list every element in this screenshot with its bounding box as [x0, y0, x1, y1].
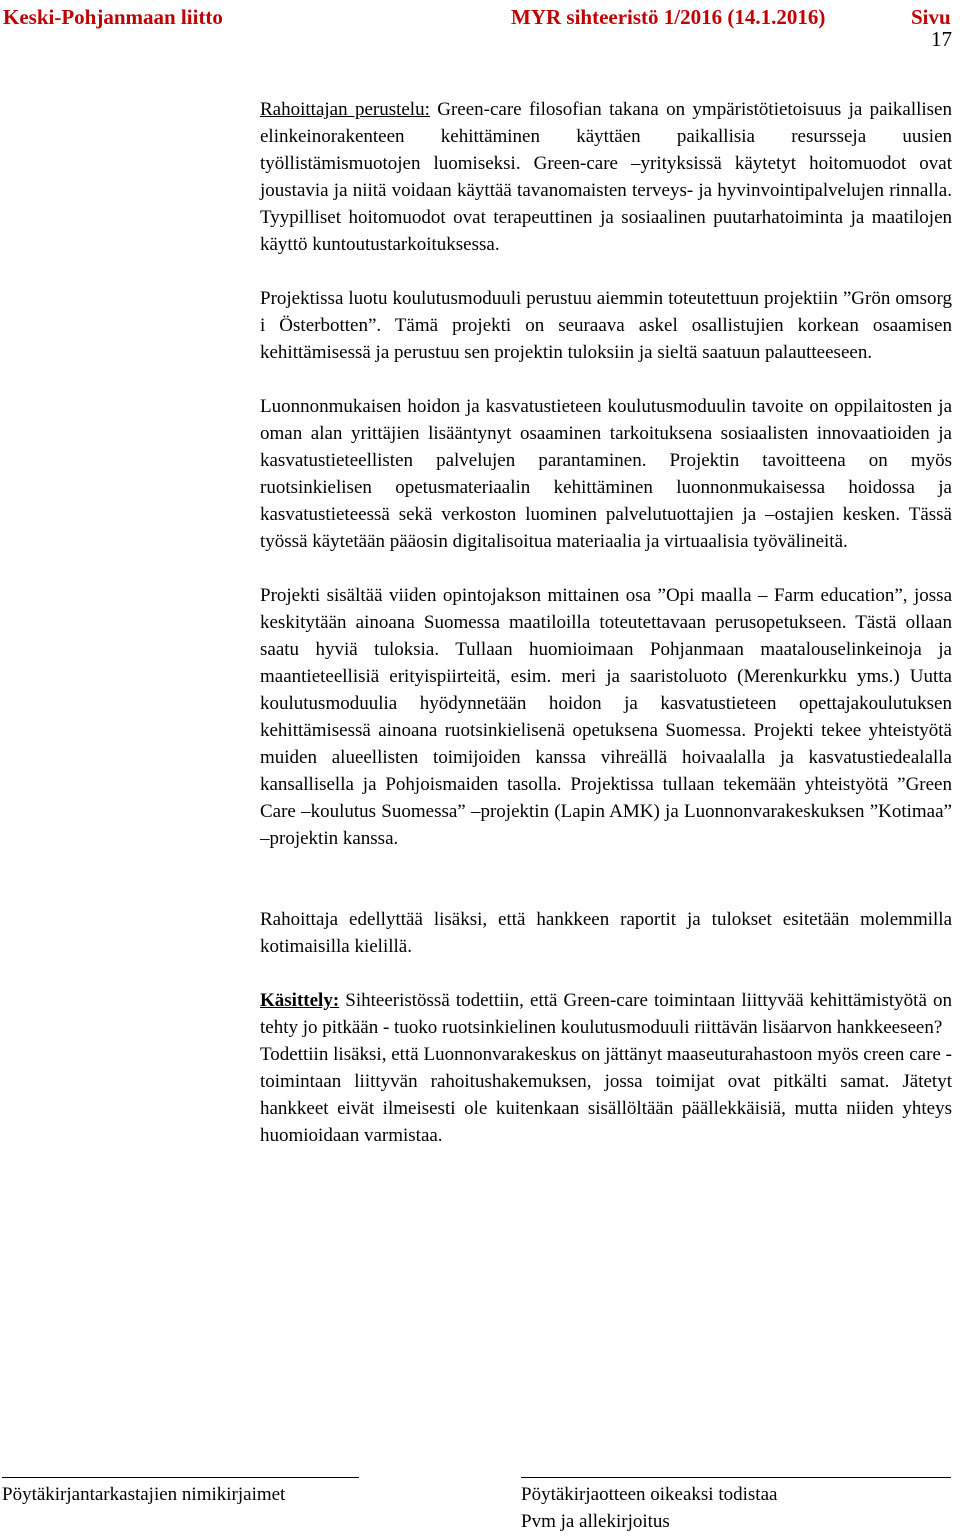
page-footer [0, 1477, 960, 1537]
paragraph-funder-requirement: Rahoittaja edellyttää lisäksi, että hankkeen raportit ja tulokset esitetään molemmilla kotimaisilla kielillä. [260, 909, 952, 957]
paragraph-module-goal: Luonnonmukaisen hoidon ja kasvatustieteen koulutusmoduulin tavoite on oppilaitosten ja oman alan yrittäjien lisääntynyt osaaminen tarkoituksena sosiaalisten innovaatioiden ja kasvatustieteellisten palvelujen parantaminen. Projektin tavoitteena on myös ruotsinkielisen opetusmateriaalin kehittäminen luonnonmukaisessa hoidossa ja kasvatustieteessä sekä verkoston luominen palvelutuottajien ja –ostajien kesken. Tässä työssä käytetään pääosin digitalisoitua materiaalia ja virtuaalisia työvälineitä. [260, 396, 952, 552]
paragraph-project-module: Projektissa luotu koulutusmoduuli perustuu aiemmin toteutettuun projektiin ”Grön omsorg i Österbotten”. Tämä projekti on seuraava askel osallistujien korkean osaamisen kehittämisessä ja perustuu sen projektin tuloksiin ja sieltä saatuun palautteeseen. [260, 288, 952, 363]
footer-divider-right [521, 1477, 951, 1478]
page-header [0, 0, 960, 50]
page-number: 17 [931, 27, 952, 51]
paragraph-rationale [260, 96, 952, 258]
page-label: Sivu [911, 5, 951, 29]
paragraph-discussion [260, 987, 952, 1041]
discussion-label: Käsittely: [260, 990, 340, 1011]
discussion-text: Sihteeristössä todettiin, että Green-care toimintaan liittyvää kehittämistyötä on tehty jo pitkään - tuoko ruotsinkielinen koulutusmoduuli riittävän lisäarvon hankkeeseen? [260, 990, 952, 1038]
rationale-text: Green-care filosofian takana on ympäristötietoisuus ja paikallisen elinkeinorakenteen kehittäminen käyttäen paikallisia resursseja uusien työllistämismuotojen luomiseksi. Green-care –yrityksissä käytetyt hoitomuodot ovat joustavia ja niitä voidaan käyttää tavanomaisten terveys- ja hyvinvointipalvelujen rinnalla. Tyypilliset hoitomuodot ovat terapeuttinen ja sosiaalinen puutarhatoiminta ja maatilojen käyttö kuntoutustarkoituksessa. [260, 99, 952, 255]
meeting-title: MYR sihteeristö 1/2016 (14.1.2016) [511, 5, 826, 29]
paragraph-additional-note: Todettiin lisäksi, että Luonnonvarakeskus on jättänyt maaseuturahastoon myös creen care -toimintaan liittyvän rahoitushakemuksen, jossa toimijat ovat pitkälti samat. Jätetyt hankkeet eivät ilmeisesti ole kuitenkaan sisällöltään päällekkäisiä, mutta niiden yhteys huomioidaan varmistaa. [260, 1044, 952, 1146]
footer-date-signature-label: Pvm ja allekirjoitus [521, 1511, 670, 1532]
footer-divider-left [2, 1477, 359, 1478]
paragraph-project-content: Projekti sisältää viiden opintojakson mittainen osa ”Opi maalla – Farm education”, jossa keskitytään ainoana Suomessa maatiloilla toteutettavaan perusopetukseen. Tästä ollaan saatu hyviä tuloksia. Tullaan huomioimaan Pohjanmaan maatalouselinkeinoja ja maantieteellisiä erityispiirteitä, esim. meri ja saaristoluoto (Merenkurkku yms.) Uutta koulutusmoduulia hyödynnetään hoidon ja kasvatustieteen opettajakoulutuksen kehittämisessä ainoana ruotsinkielisenä opetuksena Suomessa. Projekti tekee yhteistyötä muiden alueellisten toimijoiden kanssa vihreällä hoivaalalla ja kasvatustiedealalla kansallisella ja Pohjoismaiden tasolla. Projektissa tullaan tekemään yhteistyötä ”Green Care –koulutus Suomessa” –projektin (Lapin AMK) ja Luonnonvarakeskuksen ”Kotimaa” –projektin kanssa. [260, 585, 952, 849]
footer-initials-label: Pöytäkirjantarkastajien nimikirjaimet [2, 1484, 286, 1505]
rationale-label: Rahoittajan perustelu: [260, 99, 430, 120]
organization-name: Keski-Pohjanmaan liitto [3, 5, 223, 29]
footer-certification-label: Pöytäkirjaotteen oikeaksi todistaa [521, 1484, 778, 1505]
document-body [260, 96, 952, 1149]
